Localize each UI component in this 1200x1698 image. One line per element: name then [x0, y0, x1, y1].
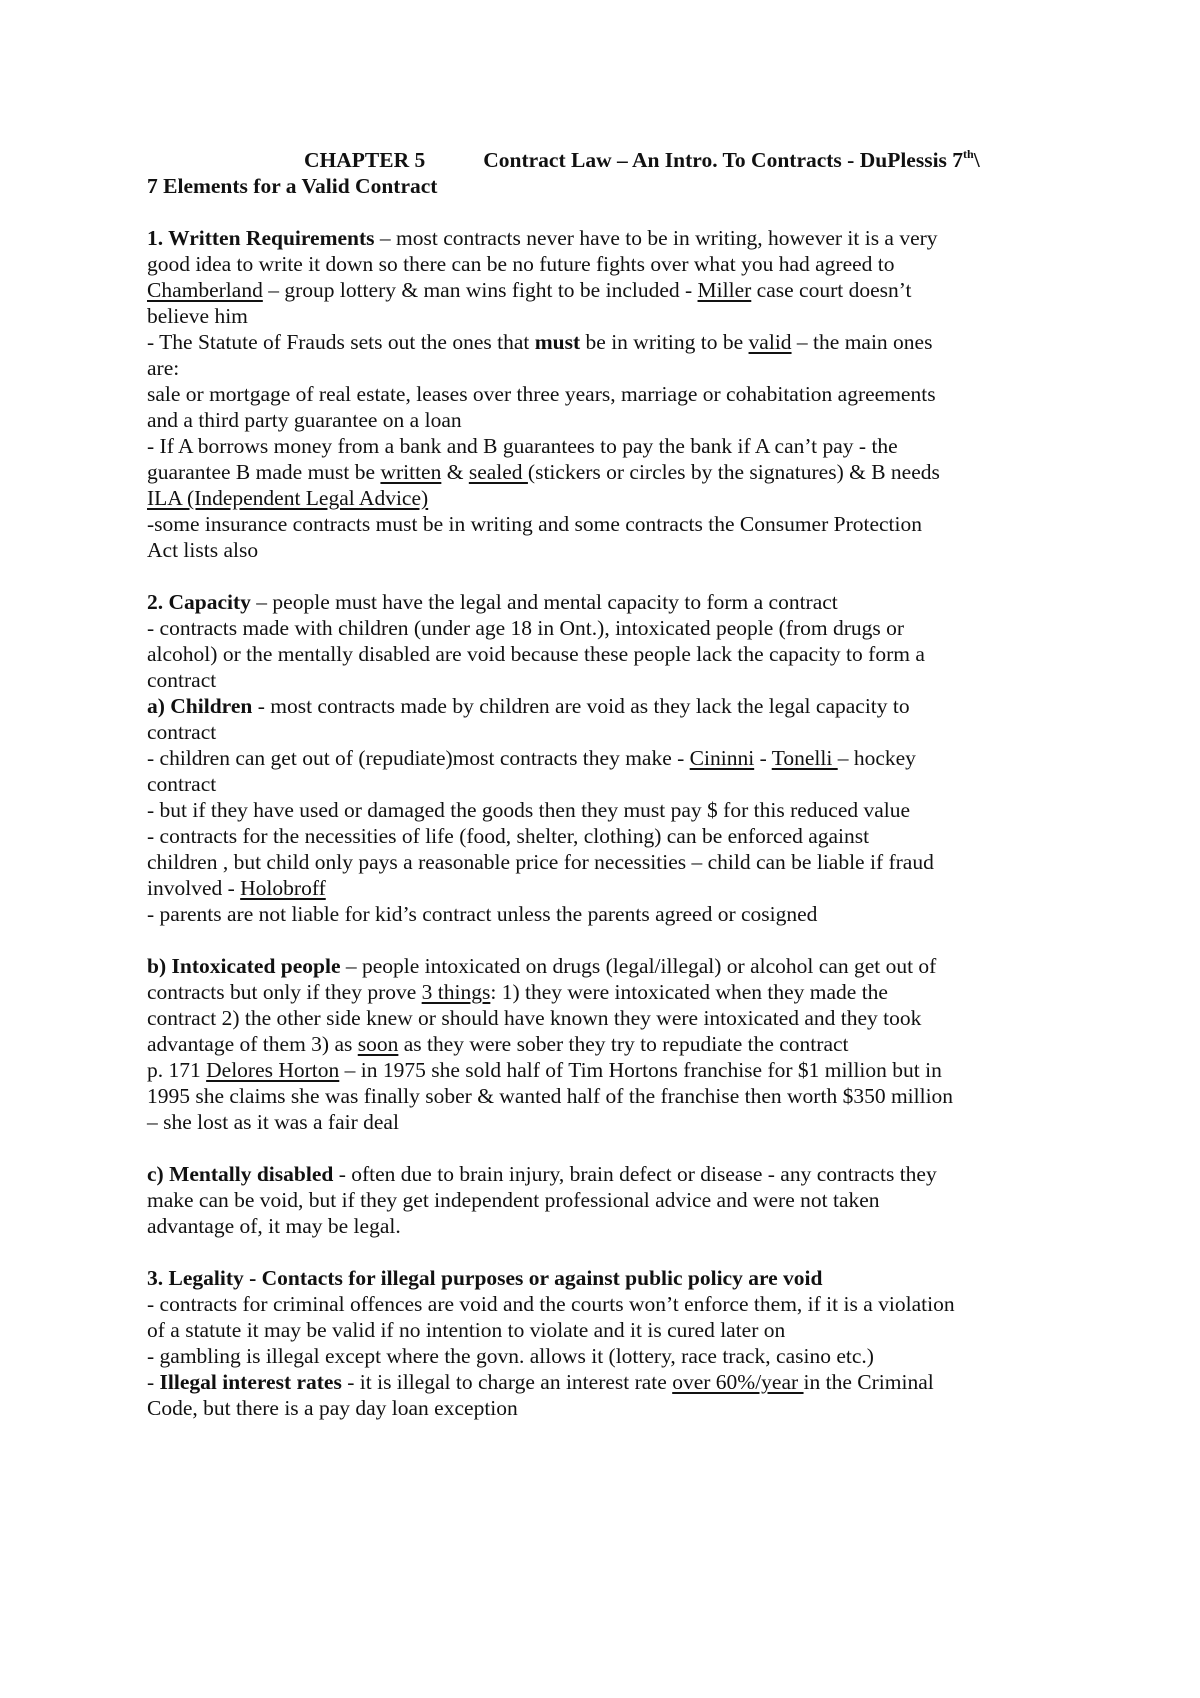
s2a-line-8 [147, 874, 326, 902]
s1-line-1 [147, 224, 938, 252]
s2b-line-1 [147, 952, 936, 980]
s2a-text: - [754, 746, 772, 770]
chapter-title-superscript: th [963, 147, 974, 161]
chapter-heading [304, 146, 980, 174]
three-things-emphasis: 3 things [421, 980, 491, 1004]
case-holobroff: Holobroff [240, 876, 326, 900]
chapter-label: CHAPTER 5 [304, 148, 426, 172]
s3-line-3: - gambling is illegal except where the govn. allows it (lottery, race track, casino etc.) [147, 1344, 874, 1368]
s1-line-11 [147, 484, 428, 512]
s2b-line-6: 1995 she claims she was finally sober & wanted half of the franchise then worth $350 million [147, 1084, 954, 1108]
case-chamberland: Chamberland [147, 278, 263, 302]
s2c-text: - often due to brain injury, brain defect or disease - any contracts they [333, 1162, 937, 1186]
intoxicated-heading: b) Intoxicated people [147, 954, 341, 978]
s2b-text: – people intoxicated on drugs (legal/illegal) or alcohol can get out of [340, 954, 937, 978]
s2a-line-6: - contracts for the necessities of life (food, shelter, clothing) can be enforced against [147, 824, 870, 848]
s3-line-2: of a statute it may be valid if no intention to violate and it is cured later on [147, 1318, 786, 1342]
soon-emphasis: soon [357, 1032, 399, 1056]
s3-line-5: Code, but there is a pay day loan exception [147, 1396, 518, 1420]
s2b-line-3: contract 2) the other side knew or should have known they were intoxicated and they took [147, 1006, 922, 1030]
s1-line-6: are: [147, 356, 180, 380]
s1-text: – group lottery & man wins fight to be included - [262, 278, 698, 302]
s2a-line-9: - parents are not liable for kid’s contract unless the parents agreed or cosigned [147, 902, 818, 926]
s2a-line-5: - but if they have used or damaged the goods then they must pay $ for this reduced value [147, 798, 911, 822]
s1-line-2: good idea to write it down so there can be no future fights over what you had agreed to [147, 252, 895, 276]
s3-text: in the Criminal [803, 1370, 934, 1394]
s2b-text: – in 1975 she sold half of Tim Hortons franchise for $1 million but in [339, 1058, 942, 1082]
s1-heading: 1. Written Requirements [147, 226, 375, 250]
s2c-line-1 [147, 1160, 937, 1188]
s2a-line-7: children , but child only pays a reasonable price for necessities – child can be liable if fraud [147, 850, 934, 874]
s1-line-12: -some insurance contracts must be in writing and some contracts the Consumer Protection [147, 512, 923, 536]
s1-line-5 [147, 328, 932, 356]
ila-term: ILA (Independent Legal Advice) [147, 486, 429, 510]
s2-line-1 [147, 588, 838, 616]
s1-line-9: - If A borrows money from a bank and B guarantees to pay the bank if A can’t pay - the [147, 434, 898, 458]
elements-subtitle: 7 Elements for a Valid Contract [147, 174, 438, 198]
chapter-title-tail: \ [973, 148, 980, 172]
s3-line-1: - contracts for criminal offences are void and the courts won’t enforce them, if it is a violation [147, 1292, 955, 1316]
s3-text: - [147, 1370, 160, 1394]
s2b-text: p. 171 [147, 1058, 207, 1082]
s2-heading: 2. Capacity [147, 590, 251, 614]
s2a-line-2: contract [147, 720, 217, 744]
s3-heading: 3. Legality - Contacts for illegal purposes or against public policy are void [147, 1266, 823, 1290]
s2a-text: involved - [147, 876, 241, 900]
s1-text: case court doesn’t [751, 278, 912, 302]
s1-line-10 [147, 458, 940, 486]
s2-line-4: contract [147, 668, 217, 692]
case-miller: Miller [697, 278, 752, 302]
sealed-emphasis: sealed [468, 460, 528, 484]
s2b-line-5 [147, 1056, 942, 1084]
interest-rates-heading: Illegal interest rates [159, 1370, 342, 1394]
s2b-text: advantage of them 3) as [147, 1032, 358, 1056]
s2a-line-3 [147, 744, 916, 772]
s3-text: - it is illegal to charge an interest rate [341, 1370, 673, 1394]
valid-emphasis: valid [748, 330, 792, 354]
s2-text: – people must have the legal and mental capacity to form a contract [250, 590, 838, 614]
s2a-line-4: contract [147, 772, 217, 796]
s2b-line-4 [147, 1030, 849, 1058]
s2b-line-7: – she lost as it was a fair deal [147, 1110, 399, 1134]
s2a-text: – hockey [837, 746, 916, 770]
written-emphasis: written [380, 460, 442, 484]
case-tonelli: Tonelli [771, 746, 838, 770]
s2b-text: : 1) they were intoxicated when they made the [490, 980, 888, 1004]
chapter-title: Contract Law – An Intro. To Contracts - DuPlessis 7 [483, 148, 964, 172]
s1-text: – the main ones [791, 330, 933, 354]
s2-line-2: - contracts made with children (under age 18 in Ont.), intoxicated people (from drugs or [147, 616, 905, 640]
must-emphasis: must [534, 330, 581, 354]
s1-line-13: Act lists also [147, 538, 259, 562]
s2a-text: - children can get out of (repudiate)most contracts they make - [147, 746, 690, 770]
children-heading: a) Children [147, 694, 253, 718]
s1-text: – most contracts never have to be in writing, however it is a very [374, 226, 938, 250]
s1-line-3 [147, 276, 911, 304]
s1-text: - The Statute of Frauds sets out the ones that [147, 330, 535, 354]
s1-text: be in writing to be [580, 330, 749, 354]
rate-emphasis: over 60%/year [672, 1370, 804, 1394]
s2c-line-2: make can be void, but if they get independent professional advice and were not taken [147, 1188, 880, 1212]
s2a-line-1 [147, 692, 910, 720]
s2b-text: contracts but only if they prove [147, 980, 422, 1004]
case-cininni: Cininni [689, 746, 755, 770]
s1-line-7: sale or mortgage of real estate, leases over three years, marriage or cohabitation agreements [147, 382, 936, 406]
s3-line-4 [147, 1368, 934, 1396]
s2c-line-3: advantage of, it may be legal. [147, 1214, 401, 1238]
s1-line-8: and a third party guarantee on a loan [147, 408, 462, 432]
s2a-text: - most contracts made by children are void as they lack the legal capacity to [252, 694, 910, 718]
mentally-disabled-heading: c) Mentally disabled [147, 1162, 334, 1186]
case-delores-horton: Delores Horton [206, 1058, 340, 1082]
s2-line-3: alcohol) or the mentally disabled are void because these people lack the capacity to form a [147, 642, 925, 666]
s2b-line-2 [147, 978, 888, 1006]
s2b-text: as they were sober they try to repudiate the contract [398, 1032, 849, 1056]
s1-text: (stickers or circles by the signatures) & B needs [527, 460, 940, 484]
s1-text: guarantee B made must be [147, 460, 381, 484]
s1-text: & [441, 460, 469, 484]
s1-line-4: believe him [147, 304, 248, 328]
